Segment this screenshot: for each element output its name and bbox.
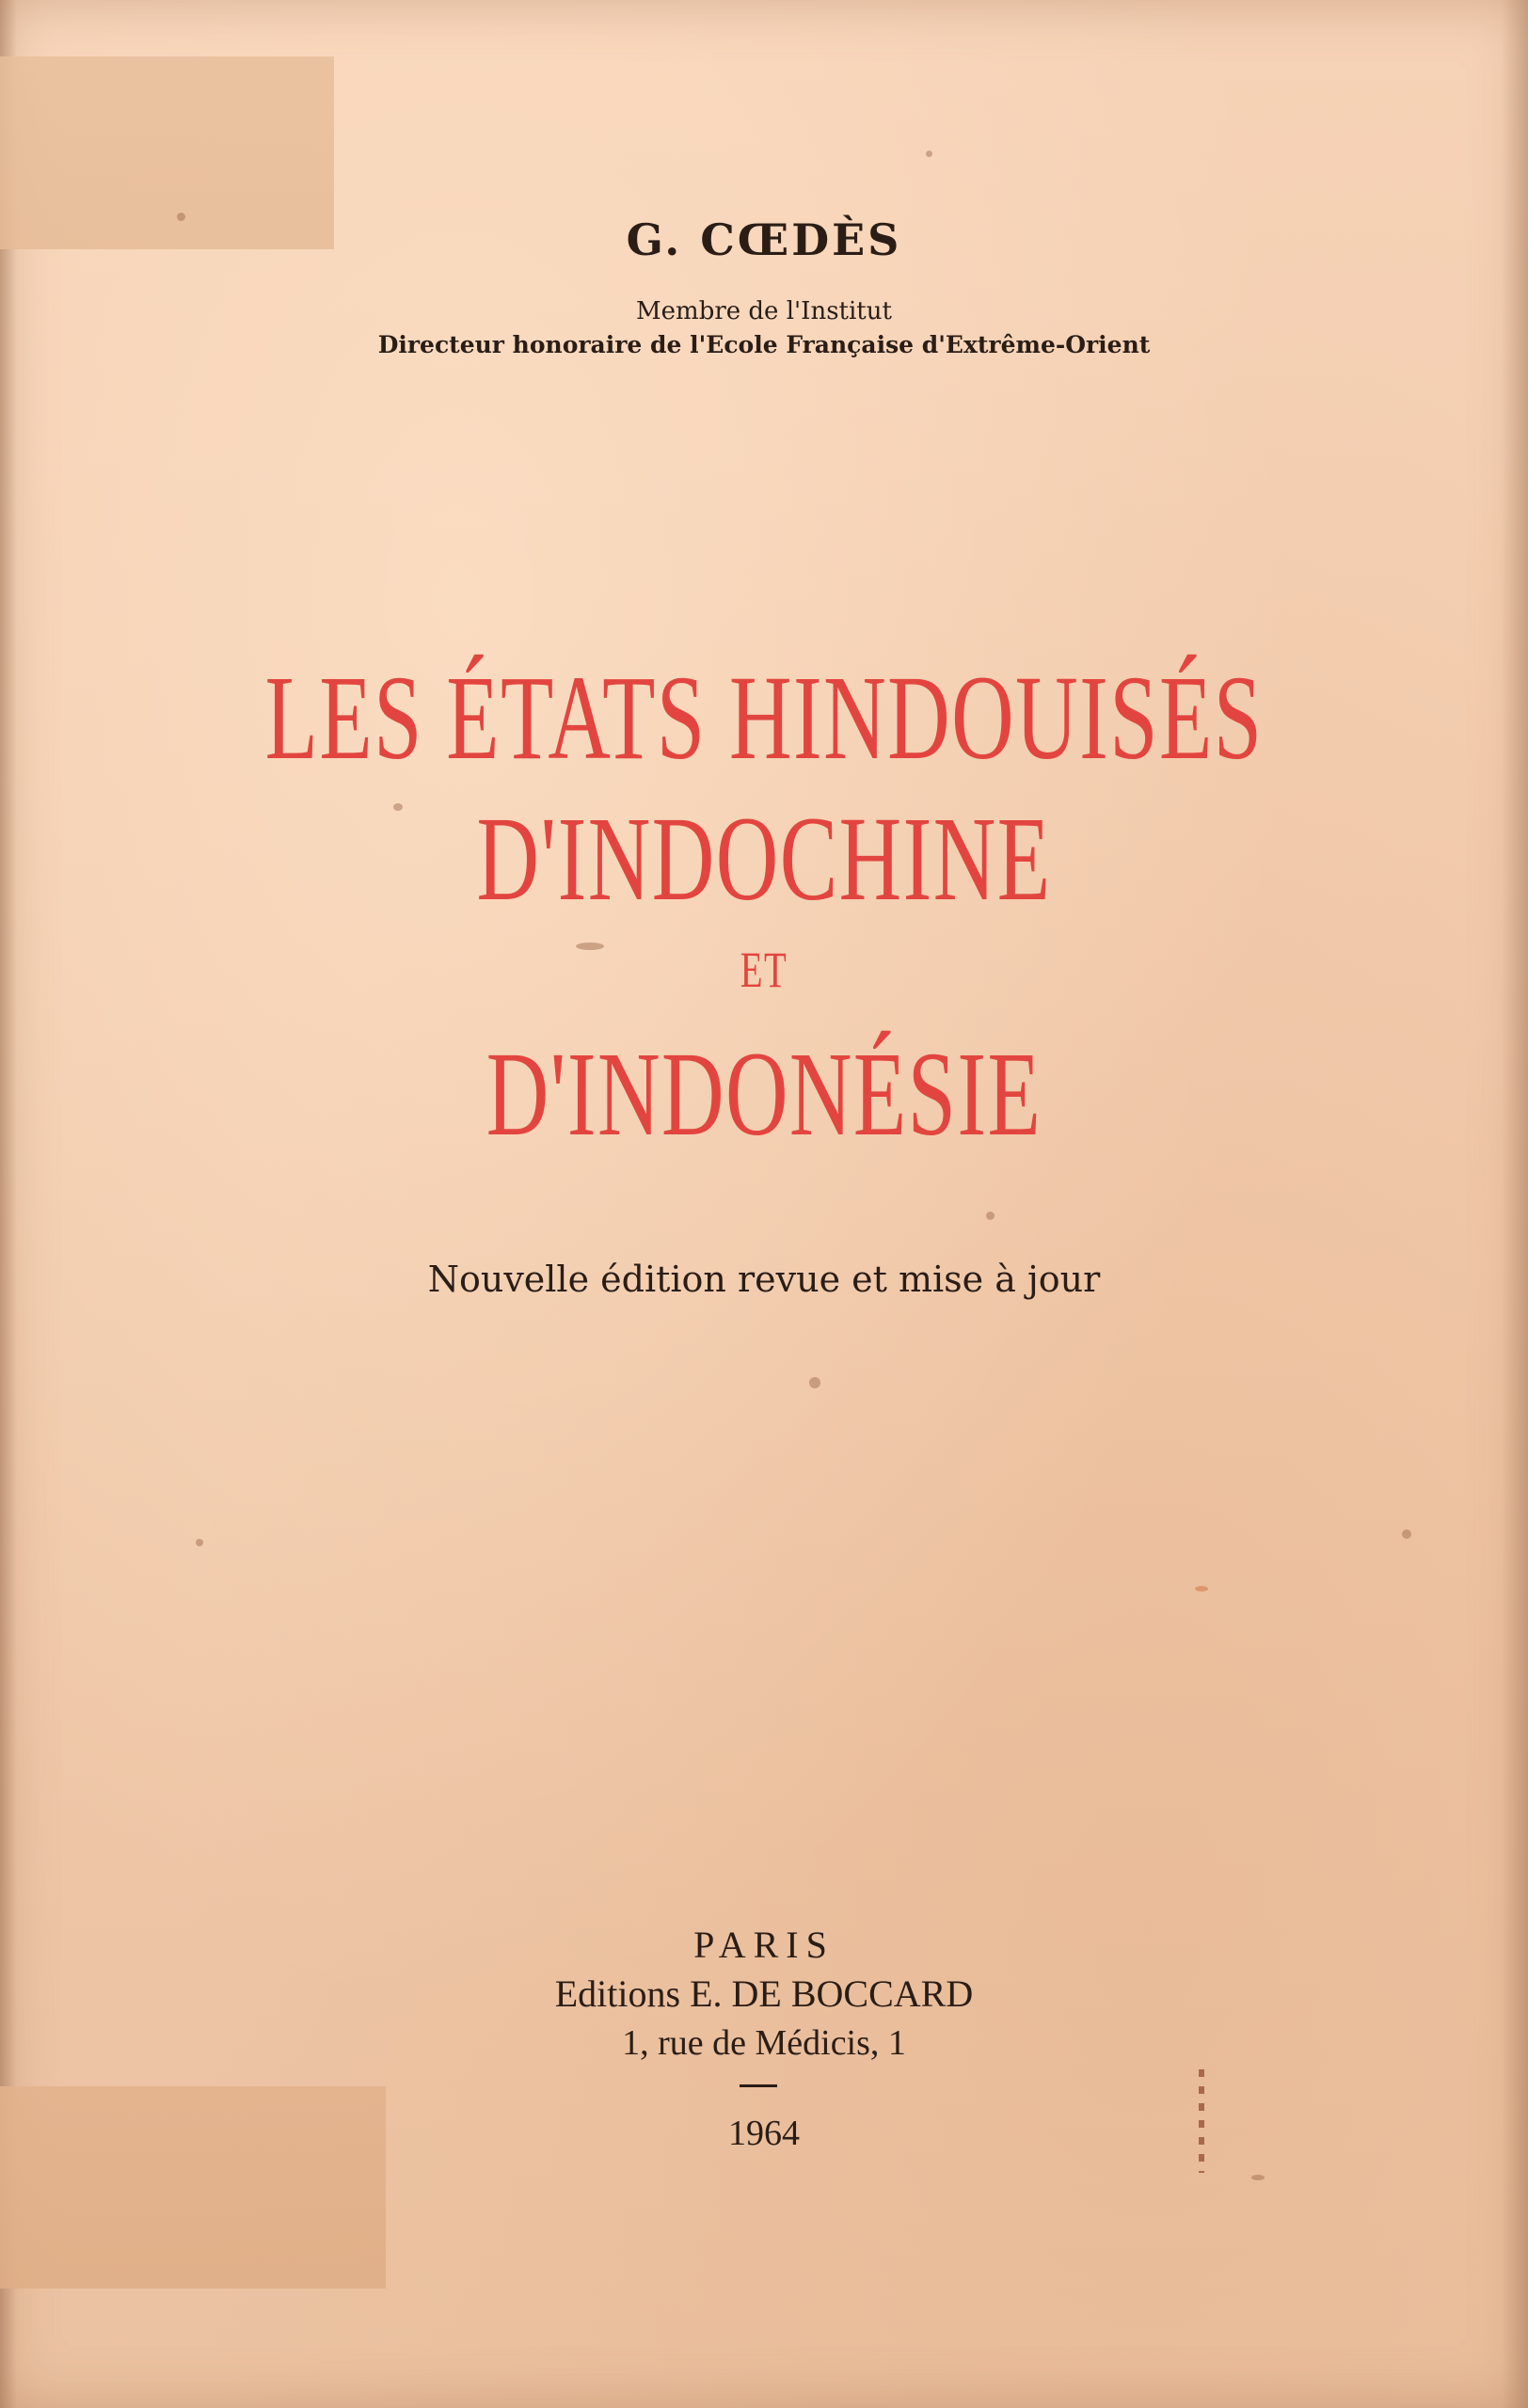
author-affiliation-2: Directeur honoraire de l'Ecole Française d'Extrême-Orient bbox=[377, 331, 1151, 358]
imprint-divider bbox=[740, 2084, 777, 2087]
author-affiliation-1: Membre de l'Institut bbox=[636, 297, 892, 325]
imprint-address: 1, rue de Médicis, 1 bbox=[622, 2023, 906, 2063]
imprint-city: PARIS bbox=[693, 1924, 835, 1966]
title-line-2: D'INDOCHINE bbox=[476, 792, 1052, 926]
foxing-spot bbox=[196, 1539, 203, 1546]
foxing-spot bbox=[1402, 1529, 1411, 1539]
title-conjunction: ET bbox=[740, 942, 788, 998]
title-line-4: D'INDONÉSIE bbox=[485, 1027, 1043, 1161]
title-line-1: LES ÉTATS HINDOUISÉS bbox=[264, 651, 1264, 784]
foxing-spot bbox=[986, 1212, 995, 1220]
edition-note: Nouvelle édition revue et mise à jour bbox=[427, 1259, 1101, 1300]
author-name: G. CŒDÈS bbox=[626, 214, 902, 265]
foxing-spot bbox=[809, 1377, 820, 1388]
foxing-spot bbox=[1251, 2175, 1265, 2180]
imprint-year: 1964 bbox=[728, 2114, 800, 2153]
foxing-spot bbox=[1195, 1586, 1208, 1592]
foxing-spot bbox=[926, 150, 932, 157]
imprint-publisher: Editions E. DE BOCCARD bbox=[554, 1972, 974, 2015]
